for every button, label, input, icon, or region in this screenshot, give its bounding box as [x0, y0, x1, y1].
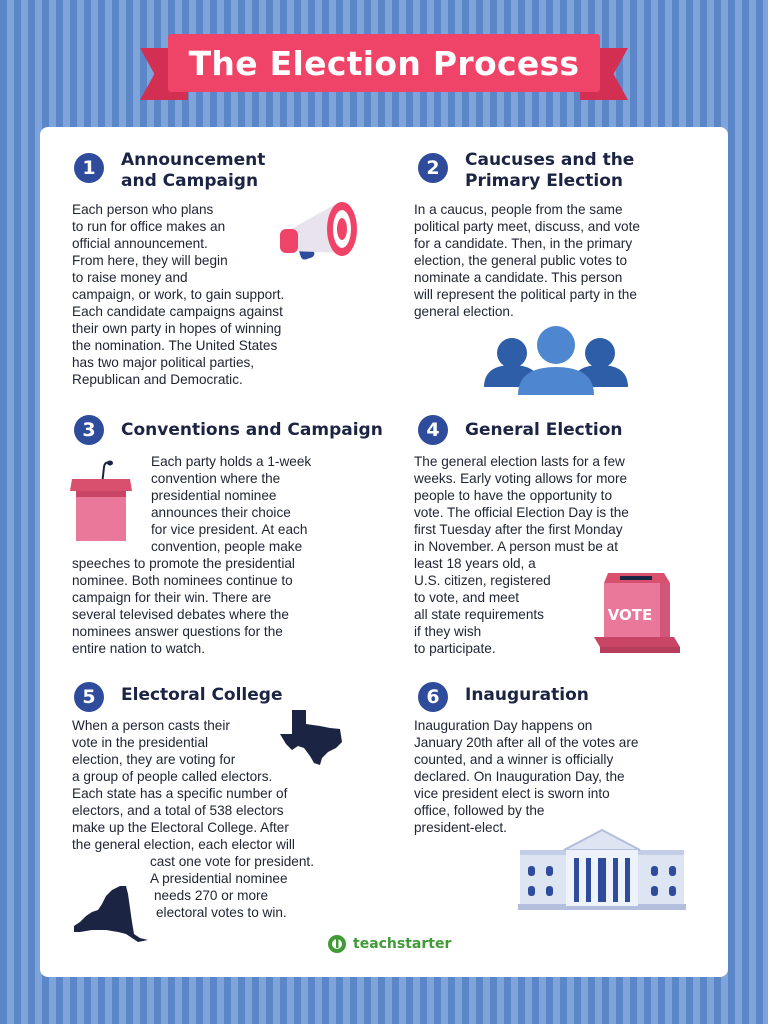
- step-number-5: 5: [74, 682, 104, 712]
- section-body: Each party holds a 1-week convention where the presidential nominee announces their choice for vice president. At each convention, people make speeches to promote the presidential nominee. Both nominees continue to campaign for their win. There are several televised debates where the nominees answer questions for the entire nation to watch.: [72, 454, 312, 656]
- section-inauguration: [384, 662, 728, 977]
- section-heading: Electoral College: [121, 685, 283, 705]
- people-group-icon: [482, 325, 630, 399]
- teachstarter-logo: [327, 934, 451, 954]
- footer-brand: teachstarter: [353, 936, 452, 952]
- megaphone-icon: [276, 195, 366, 275]
- section-announcement: [40, 127, 384, 397]
- step-number-4: 4: [418, 415, 448, 445]
- section-caucuses: [384, 127, 728, 397]
- new-york-map-icon: [70, 882, 150, 944]
- white-house-icon: [516, 828, 688, 910]
- step-number-6: 6: [418, 682, 448, 712]
- teachstarter-logo-icon: [327, 934, 347, 954]
- step-number-2: 2: [418, 153, 448, 183]
- section-heading: General Election: [465, 420, 623, 440]
- section-body: When a person casts their vote in the presidential election, they are voting for a group of people called electors. Each state has a specific number of electors, and a total of 538 electors make up the Electoral College. After the general election, each elector will cast one vote for president. A presidential nominee needs 270 or more electoral votes to win.: [72, 718, 314, 920]
- step-number-1: 1: [74, 153, 104, 183]
- page-title: The Election Process: [188, 43, 580, 83]
- section-heading: Caucuses and the Primary Election: [465, 150, 635, 191]
- texas-map-icon: [278, 708, 344, 766]
- podium-icon: [68, 459, 138, 541]
- section-heading: Inauguration: [465, 685, 589, 705]
- section-electoral-college: [40, 662, 384, 977]
- section-body: Inauguration Day happens on January 20th after all of the votes are counted, and a winner is officially declared. On Inauguration Day, the vice president elect is sworn into office, followed by the president-elect.: [414, 718, 639, 835]
- ballot-vote-label: VOTE: [607, 606, 653, 624]
- step-number-3: 3: [74, 415, 104, 445]
- title-banner: [168, 34, 600, 92]
- section-general-election: [384, 397, 728, 662]
- section-conventions: [40, 397, 384, 662]
- section-body: The general election lasts for a few weeks. Early voting allows for more people to have the opportunity to vote. The official Election Day is the first Tuesday after the first Monday in November. A person must be at least 18 years old, a U.S. citizen, registered to vote, and meet all state requirements if they wish to participate.: [414, 454, 629, 656]
- section-body: Each person who plans to run for office makes an official announcement. From here, they will begin to raise money and campaign, or work, to gain support. Each candidate campaigns against their own party in hopes of winning the nomination. The United States has two major political parties, Republican and Democratic.: [72, 202, 285, 387]
- section-body: In a caucus, people from the same political party meet, discuss, and vote for a candidate. Then, in the primary election, the general public votes to nominate a candidate. This person will represent the political party in the general election.: [414, 202, 640, 319]
- section-heading: Announcement and Campaign: [121, 150, 266, 191]
- section-heading: Conventions and Campaign: [121, 420, 383, 440]
- content-card: [40, 127, 728, 977]
- ballot-box-icon: [590, 567, 682, 655]
